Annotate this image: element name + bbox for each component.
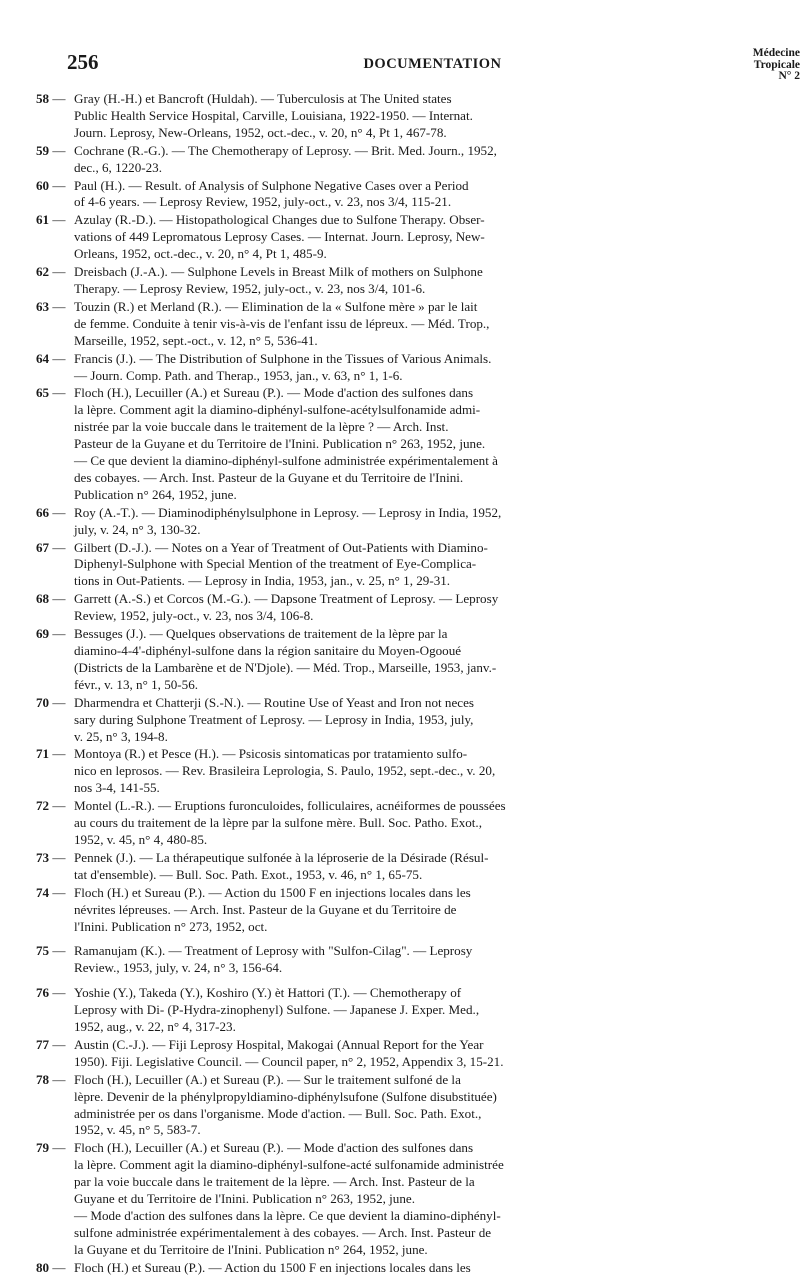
entry-text-line: Marseille, 1952, sept.-oct., v. 12, n° 5, 536-41.: [74, 332, 318, 348]
entry-text-line: Floch (H.) et Sureau (P.). — Action du 1500 F en injections locales dans les: [74, 884, 471, 900]
journal-issue: N° 2: [778, 70, 800, 82]
entry-text-line: Journ. Leprosy, New-Orleans, 1952, oct.-dec., v. 20, n° 4, Pt 1, 467-78.: [74, 124, 447, 140]
entry-sub-line: la Guyane et du Territoire de l'Inini. Publication n° 264, 1952, june.: [74, 1241, 428, 1257]
bibliography-entry: [36, 177, 686, 212]
entry-number-value: 67: [36, 539, 50, 555]
entry-number: 70 —: [36, 694, 66, 710]
entry-text-line: de femme. Conduite à tenir vis-à-vis de l'enfant issu de lépreux. — Méd. Trop.,: [74, 315, 490, 331]
bibliography-list: [36, 91, 686, 1278]
entry-number: 58 —: [36, 91, 66, 106]
entry-text-line: — Journ. Comp. Path. and Therap., 1953, jan., v. 63, n° 1, 1-6.: [74, 367, 403, 383]
entry-number: 79 —: [36, 1140, 66, 1156]
entry-text-line: Floch (H.), Lecuiller (A.) et Sureau (P.). — Mode d'action des sulfones dans: [74, 1140, 474, 1156]
entry-text-line: Public Health Service Hospital, Carville, Louisiana, 1922-1950. — Internat.: [74, 107, 473, 123]
entry-text-line: Azulay (R.-D.). — Histopathological Changes due to Sulfone Therapy. Obser-: [74, 212, 485, 228]
entry-text-line: Review., 1953, july, v. 24, n° 3, 156-64.: [74, 960, 283, 976]
entry-text-line: Gilbert (D.-J.). — Notes on a Year of Treatment of Out-Patients with Diamino-: [74, 539, 488, 555]
entry-sub-line: des cobayes. — Arch. Inst. Pasteur de la Guyane et du Territoire de l'Inini.: [74, 469, 464, 485]
entry-number-value: 63: [36, 298, 50, 314]
journal-line: Médecine: [752, 47, 800, 59]
entry-number: 62 —: [36, 264, 66, 280]
entry-text-line: diamino-4-4'-diphényl-sulfone dans la région sanitaire du Moyen-Ogooué: [74, 643, 462, 658]
entry-number: 78 —: [36, 1071, 66, 1087]
entry-text-line: Roy (A.-T.). — Diaminodiphénylsulphone in Leprosy. — Leprosy in India, 1952,: [74, 504, 502, 520]
bibliography-entry: [36, 91, 686, 142]
bibliography-entry: [36, 985, 686, 1036]
entry-number: 73 —: [36, 849, 66, 865]
entry-number-value: 78: [36, 1071, 50, 1087]
entry-text-line: Gray (H.-H.) et Bancroft (Huldah). — Tuberculosis at The United states: [74, 91, 452, 106]
entry-number: 74 —: [36, 884, 66, 900]
entry-sub-line: — Ce que devient la diamino-diphényl-sulfone administrée expérimentalement à: [74, 453, 498, 469]
entry-text-line: 1950). Fiji. Legislative Council. — Council paper, n° 2, 1952, Appendix 3, 15-21.: [74, 1053, 504, 1069]
entry-text-line: Dharmendra et Chatterji (S.-N.). — Routine Use of Yeast and Iron not neces: [74, 694, 474, 710]
entry-text-line: administrée per os dans l'organisme. Mode d'action. — Bull. Soc. Path. Exot.,: [74, 1105, 482, 1121]
bibliography-entry: [36, 1036, 686, 1071]
entry-number-value: 68: [36, 591, 50, 607]
bibliography-entry: [36, 626, 686, 694]
entry-text-line: (Districts de la Lambarène et de N'Djole). — Méd. Trop., Marseille, 1953, janv.-: [74, 659, 497, 675]
entry-text-line: Pasteur de la Guyane et du Territoire de l'Inini. Publication n° 263, 1952, june.: [74, 436, 486, 452]
entry-number-value: 59: [36, 142, 50, 158]
entry-text-line: of 4-6 years. — Leprosy Review, 1952, july-oct., v. 23, nos 3/4, 115-21.: [74, 194, 452, 210]
entry-text-line: Orleans, 1952, oct.-dec., v. 20, n° 4, Pt 1, 485-9.: [74, 246, 327, 262]
entry-number: 66 —: [36, 504, 66, 520]
entry-text-line: tat d'ensemble). — Bull. Soc. Path. Exot., 1953, v. 46, n° 1, 65-75.: [74, 866, 423, 882]
entry-text-line: Pennek (J.). — La thérapeutique sulfonée à la léproserie de la Désirade (Résul-: [74, 849, 489, 865]
entry-text-line: Francis (J.). — The Distribution of Sulphone in the Tissues of Various Animals.: [74, 350, 492, 366]
entry-text-line: nico en leprosos. — Rev. Brasileira Leprologia, S. Paulo, 1952, sept.-dec., v. 20,: [74, 763, 496, 779]
entry-number: 69 —: [36, 626, 66, 642]
entry-number: 68 —: [36, 591, 66, 607]
entry-text-line: la lèpre. Comment agit la diamino-diphényl-sulfone-acté sulfonamide administrée: [74, 1157, 504, 1173]
bibliography-entry: [36, 142, 686, 177]
page-header: [60, 47, 800, 88]
bibliography-entry: [36, 212, 686, 263]
entry-number: 77 —: [36, 1036, 66, 1052]
entry-text-line: vations of 449 Lepromatous Leprosy Cases. — Internat. Journ. Leprosy, New-: [74, 229, 485, 245]
entry-text-line: v. 25, n° 3, 194-8.: [74, 728, 168, 744]
running-title: DOCUMENTATION: [363, 56, 502, 72]
entry-text-line: Ramanujam (K.). — Treatment of Leprosy with "Sulfon-Cilag". — Leprosy: [74, 943, 473, 959]
entry-text-line: Diphenyl-Sulphone with Special Mention of the treatment of Eye-Complica-: [74, 556, 477, 572]
entry-number: 75 —: [36, 943, 66, 959]
entry-text-line: Touzin (R.) et Merland (R.). — Elimination de la « Sulfone mère » par le lait: [74, 298, 478, 314]
entry-text-line: Montel (L.-R.). — Eruptions furonculoides, folliculaires, acnéiformes de poussées: [74, 798, 506, 814]
entry-text-line: sary during Sulphone Treatment of Leprosy. — Leprosy in India, 1953, july,: [74, 711, 474, 727]
entry-number: 61 —: [36, 212, 66, 228]
bibliography-entry: [36, 884, 686, 936]
entry-text-line: par la voie buccale dans le traitement de la lèpre. — Arch. Inst. Pasteur de la: [74, 1174, 475, 1190]
entry-text-line: Yoshie (Y.), Takeda (Y.), Koshiro (Y.) èt Hattori (T.). — Chemotherapy of: [74, 985, 462, 1001]
entry-text-line: lèpre. Devenir de la phénylpropyldiamino-diphénylsufone (Sulfone disubstituée): [74, 1088, 497, 1104]
entry-text-line: Austin (C.-J.). — Fiji Leprosy Hospital, Makogai (Annual Report for the Year: [74, 1036, 484, 1052]
entry-number-value: 74: [36, 884, 50, 900]
bibliography-entry: [36, 798, 686, 849]
bibliography-entry: [36, 539, 686, 591]
entry-number: 76 —: [36, 985, 66, 1001]
bibliography-entry: [36, 385, 686, 503]
entry-text-line: Cochrane (R.-G.). — The Chemotherapy of Leprosy. — Brit. Med. Journ., 1952,: [74, 142, 497, 158]
entry-number: 63 —: [36, 298, 66, 314]
entry-text-line: Review, 1952, july-oct., v. 23, nos 3/4, 106-8.: [74, 608, 314, 624]
entry-text-line: Paul (H.). — Result. of Analysis of Sulphone Negative Cases over a Period: [74, 177, 469, 193]
entry-text-line: nistrée par la voie buccale dans le traitement de la lèpre ? — Arch. Inst.: [74, 419, 449, 435]
entry-number-value: 65: [36, 385, 50, 401]
entry-number: 60 —: [36, 177, 66, 193]
entry-text-line: Montoya (R.) et Pesce (H.). — Psicosis sintomaticas por tratamiento sulfo-: [74, 746, 468, 762]
entry-text-line: 1952, aug., v. 22, n° 4, 317-23.: [74, 1019, 236, 1035]
entry-number: 67 —: [36, 539, 66, 555]
entry-text-line: Therapy. — Leprosy Review, 1952, july-oct., v. 23, nos 3/4, 101-6.: [74, 280, 426, 296]
bibliography-entry: [36, 591, 686, 625]
entry-number-value: 75: [36, 943, 50, 959]
entry-number-value: 69: [36, 626, 50, 642]
entry-text-line: Floch (H.), Lecuiller (A.) et Sureau (P.). — Mode d'action des sulfones dans: [74, 385, 474, 401]
bibliography-entry: [36, 504, 686, 539]
entry-text-line: Garrett (A.-S.) et Corcos (M.-G.). — Dapsone Treatment of Leprosy. — Leprosy: [74, 591, 499, 607]
entry-sub-line: sulfone administrée expérimentalement à des cobayes. — Arch. Inst. Pasteur de: [74, 1224, 492, 1240]
entry-number: 72 —: [36, 798, 66, 814]
entry-number: 65 —: [36, 385, 66, 401]
bibliography-entry: [36, 1259, 686, 1277]
entry-number-value: 58: [36, 91, 50, 106]
entry-text-line: tions in Out-Patients. — Leprosy in India, 1953, jan., v. 25, n° 1, 29-31.: [74, 573, 451, 589]
entry-number-value: 61: [36, 212, 50, 228]
entry-sub-line: Publication n° 264, 1952, june.: [74, 486, 237, 502]
entry-number-value: 62: [36, 264, 50, 280]
journal-line: Tropicale: [753, 58, 800, 71]
entry-text-line: Floch (H.) et Sureau (P.). — Action du 1500 F en injections locales dans les: [74, 1259, 471, 1275]
entry-text-line: july, v. 24, n° 3, 130-32.: [74, 521, 201, 537]
bibliography-entry: [36, 1071, 686, 1140]
entry-number-value: 66: [36, 504, 50, 520]
entry-number-value: 76: [36, 985, 50, 1001]
entry-text-line: févr., v. 13, n° 1, 50-56.: [74, 676, 199, 692]
bibliography-entry: [36, 264, 686, 298]
entry-number-value: 60: [36, 177, 50, 193]
journal-name: [753, 48, 800, 83]
entry-number-value: 80: [36, 1259, 50, 1275]
entry-number: 64 —: [36, 350, 66, 366]
entry-number: 71 —: [36, 746, 66, 762]
entry-number-value: 73: [36, 849, 50, 865]
entry-text-line: nos 3-4, 141-55.: [74, 780, 160, 796]
entry-number: 80 —: [36, 1259, 66, 1275]
entry-text-line: dec., 6, 1220-23.: [74, 159, 162, 175]
entry-text-line: 1952, v. 45, n° 5, 583-7.: [74, 1122, 201, 1138]
entry-text-line: Guyane et du Territoire de l'Inini. Publication n° 263, 1952, june.: [74, 1191, 415, 1207]
bibliography-entry: [36, 350, 686, 385]
entry-text-line: Floch (H.), Lecuiller (A.) et Sureau (P.). — Sur le traitement sulfoné de la: [74, 1071, 461, 1087]
bibliography-entry: [36, 694, 686, 746]
entry-text-line: Bessuges (J.). — Quelques observations de traitement de la lèpre par la: [74, 626, 448, 642]
entry-number-value: 64: [36, 350, 50, 366]
entry-number: 59 —: [36, 142, 66, 158]
entry-number-value: 79: [36, 1140, 50, 1156]
entry-text-line: 1952, v. 45, n° 4, 480-85.: [74, 831, 208, 847]
entry-text-line: au cours du traitement de la lèpre par la sulfone mère. Bull. Soc. Patho. Exot.,: [74, 815, 482, 831]
entry-number-value: 72: [36, 798, 50, 814]
entry-number-value: 77: [36, 1036, 50, 1052]
bibliography-entry: [36, 298, 686, 350]
bibliography-entry: [36, 746, 686, 797]
entry-text-line: névrites lépreuses. — Arch. Inst. Pasteur de la Guyane et du Territoire de: [74, 901, 457, 917]
entry-number-value: 71: [36, 746, 50, 762]
entry-text-line: Leprosy with Di- (P-Hydra-zinophenyl) Sulfone. — Japanese J. Exper. Med.,: [74, 1002, 480, 1018]
entry-text-line: Dreisbach (J.-A.). — Sulphone Levels in Breast Milk of mothers on Sulphone: [74, 264, 483, 280]
entry-text-line: l'Inini. Publication n° 273, 1952, oct.: [74, 918, 268, 934]
page-number: 256: [67, 50, 99, 74]
bibliography-entry: [36, 849, 686, 884]
entry-number-value: 70: [36, 694, 50, 710]
entry-sub-line: — Mode d'action des sulfones dans la lèpre. Ce que devient la diamino-diphényl-: [74, 1208, 501, 1223]
bibliography-entry: [36, 943, 686, 977]
entry-text-line: la lèpre. Comment agit la diamino-diphényl-sulfone-acétylsulfonamide admi-: [74, 402, 481, 418]
bibliography-entry: [36, 1140, 686, 1258]
